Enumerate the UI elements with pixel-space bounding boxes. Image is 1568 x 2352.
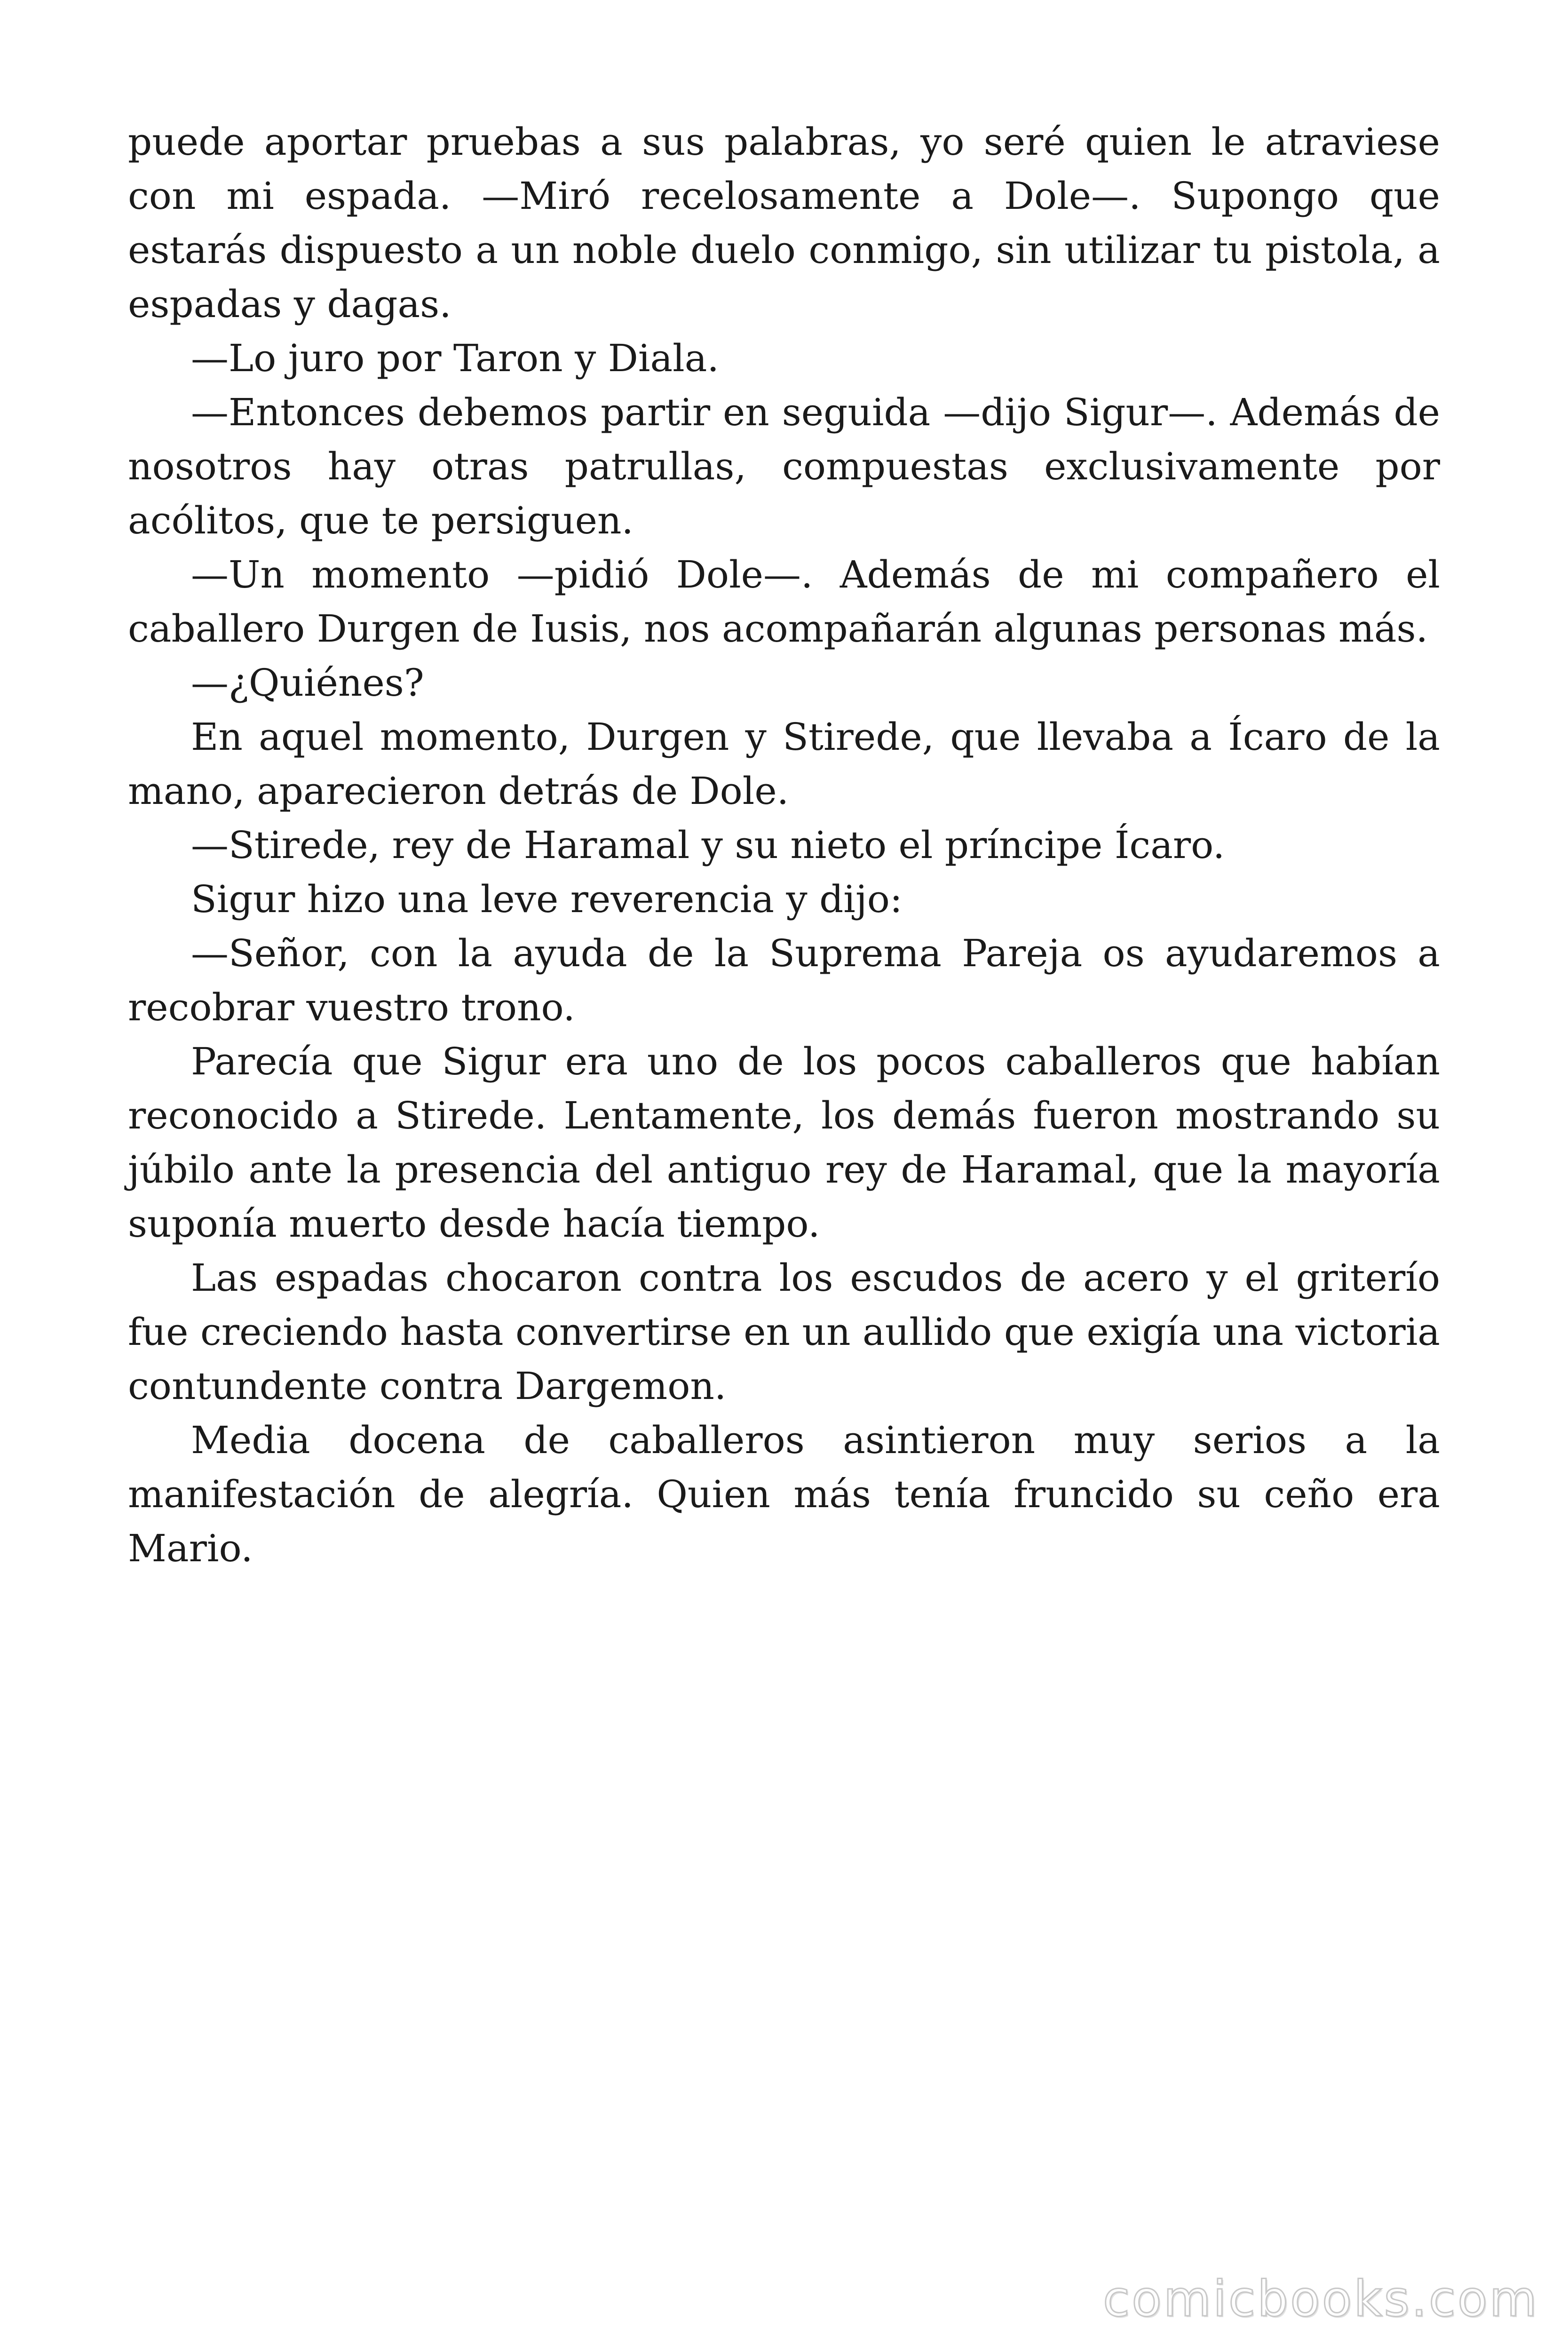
paragraph-4: —Un momento —pidió Dole—. Además de mi compañero el caballero Durgen de Iusis, nos acompañarán algunas personas más. bbox=[128, 553, 1440, 651]
paragraph-1: puede aportar pruebas a sus palabras, yo seré quien le atraviese con mi espada. —Miró recelosamente a Dole—. Supongo que estarás dispuesto a un noble duelo conmigo, sin utilizar tu pistola, a espadas y dagas. bbox=[128, 120, 1440, 326]
paragraph-6: En aquel momento, Durgen y Stirede, que llevaba a Ícaro de la mano, aparecieron detrás de Dole. bbox=[128, 715, 1440, 813]
watermark: comicbooks.com bbox=[1102, 2270, 1539, 2328]
paragraph-9: —Señor, con la ayuda de la Suprema Pareja os ayudaremos a recobrar vuestro trono. bbox=[128, 931, 1440, 1029]
paragraph-5: —¿Quiénes? bbox=[191, 661, 424, 705]
paragraph-2: —Lo juro por Taron y Diala. bbox=[191, 336, 719, 380]
paragraph-11: Las espadas chocaron contra los escudos de acero y el griterío fue creciendo hasta convertirse en un aullido que exigía una victoria contundente contra Dargemon. bbox=[128, 1256, 1440, 1408]
page-body bbox=[128, 115, 1440, 1575]
paragraph-12: Media docena de caballeros asintieron muy serios a la manifestación de alegría. Quien más tenía fruncido su ceño era Mario. bbox=[128, 1418, 1440, 1570]
paragraph-3: —Entonces debemos partir en seguida —dijo Sigur—. Además de nosotros hay otras patrullas, compuestas exclusivamente por acólitos, que te persiguen. bbox=[128, 390, 1440, 542]
paragraph-10: Parecía que Sigur era uno de los pocos caballeros que habían reconocido a Stirede. Lentamente, los demás fueron mostrando su júbilo ante la presencia del antiguo rey de Haramal, que la mayoría suponía muerto desde hacía tiempo. bbox=[128, 1040, 1440, 1246]
paragraph-8: Sigur hizo una leve reverencia y dijo: bbox=[191, 877, 903, 921]
paragraph-7: —Stirede, rey de Haramal y su nieto el príncipe Ícaro. bbox=[191, 823, 1225, 867]
